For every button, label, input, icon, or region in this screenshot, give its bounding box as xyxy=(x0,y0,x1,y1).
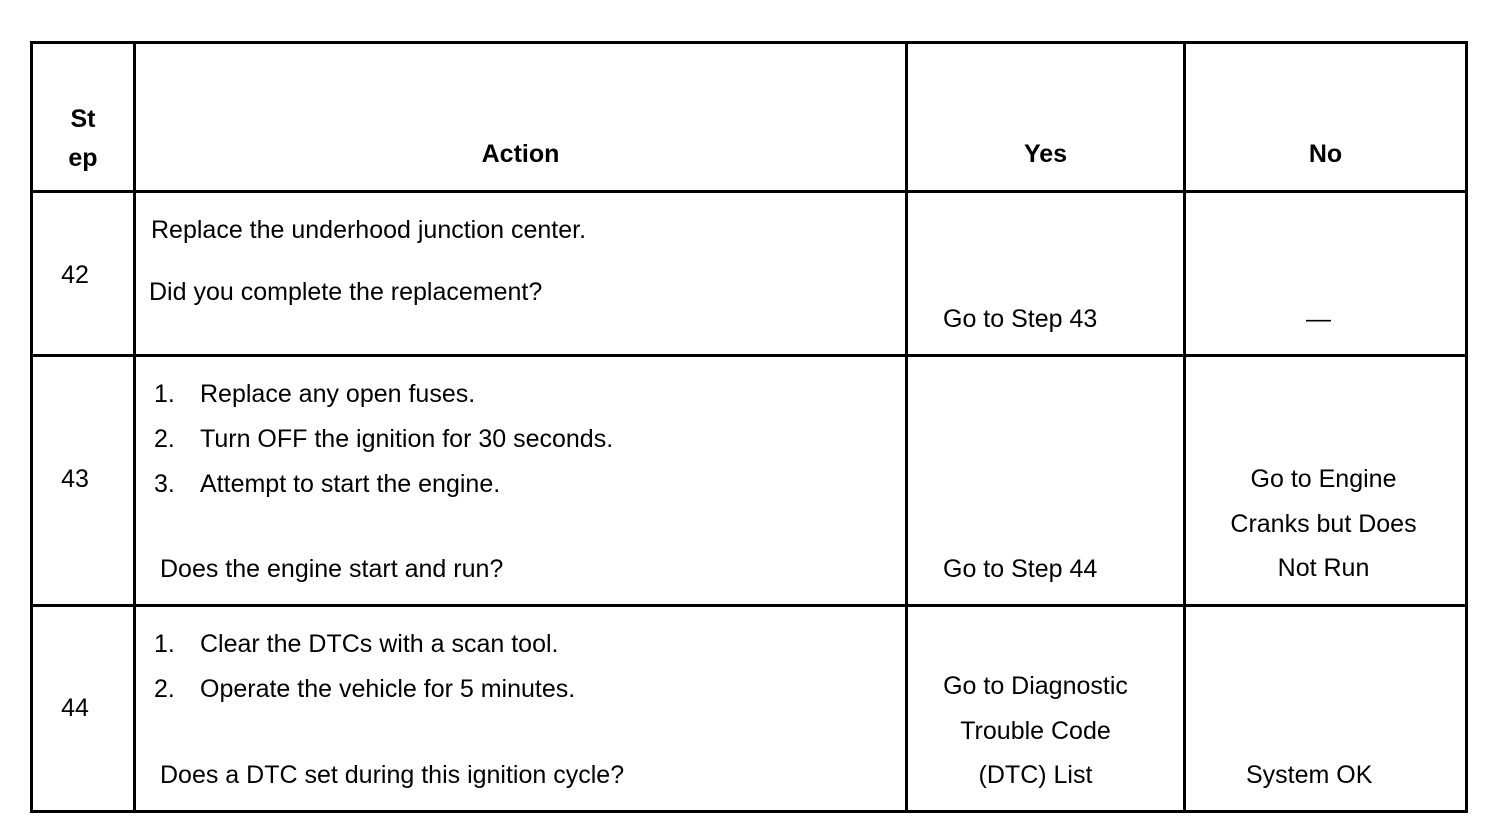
yes-text: Go to Step 43 xyxy=(943,305,1098,333)
list-item-text: Operate the vehicle for 5 minutes. xyxy=(200,675,576,703)
no-text-line: Not Run xyxy=(1277,554,1370,582)
no-cell xyxy=(1185,356,1467,606)
no-text-line: Go to Engine xyxy=(1250,465,1397,493)
yes-text: Go to Step 44 xyxy=(943,555,1098,583)
no-text: System OK xyxy=(1246,761,1373,789)
header-step-line1: St xyxy=(70,105,96,133)
no-text xyxy=(1186,457,1465,591)
list-item-number: 2. xyxy=(154,425,175,453)
yes-text xyxy=(908,664,1183,798)
step-number: 43 xyxy=(61,465,89,493)
header-yes-label: Yes xyxy=(1023,140,1068,168)
header-no-label: No xyxy=(1308,140,1343,168)
table-row xyxy=(32,356,1467,606)
yes-text-line: Trouble Code xyxy=(960,716,1111,745)
header-row xyxy=(32,43,1467,192)
yes-text-line: Go to Diagnostic xyxy=(943,672,1128,700)
action-cell xyxy=(135,356,907,606)
step-number: 42 xyxy=(61,261,89,289)
step-cell xyxy=(32,192,135,356)
header-no xyxy=(1185,43,1467,192)
table-row xyxy=(32,606,1467,812)
list-item-number: 1. xyxy=(154,380,175,408)
yes-cell xyxy=(907,606,1185,812)
header-action-label: Action xyxy=(481,140,560,168)
no-text: — xyxy=(1306,305,1331,333)
list-item-number: 2. xyxy=(154,675,175,703)
yes-cell xyxy=(907,356,1185,606)
header-yes xyxy=(907,43,1185,192)
action-question: Did you complete the replacement? xyxy=(149,278,543,306)
list-item-text: Replace any open fuses. xyxy=(200,380,476,408)
step-number: 44 xyxy=(61,694,89,722)
no-cell xyxy=(1185,192,1467,356)
header-step xyxy=(32,43,135,192)
step-cell xyxy=(32,356,135,606)
list-item-text: Attempt to start the engine. xyxy=(200,470,501,498)
diagnostic-table xyxy=(30,41,1468,813)
header-action xyxy=(135,43,907,192)
list-item-number: 1. xyxy=(154,630,175,658)
yes-cell xyxy=(907,192,1185,356)
yes-text-line: (DTC) List xyxy=(978,761,1093,789)
action-text: Replace the underhood junction center. xyxy=(151,216,587,244)
list-item-text: Clear the DTCs with a scan tool. xyxy=(200,630,559,658)
step-cell xyxy=(32,606,135,812)
header-step-label xyxy=(33,100,133,178)
no-cell xyxy=(1185,606,1467,812)
list-item-text: Turn OFF the ignition for 30 seconds. xyxy=(200,425,614,453)
table-row xyxy=(32,192,1467,356)
action-question: Does a DTC set during this ignition cycle? xyxy=(160,761,625,789)
no-text-line: Cranks but Does xyxy=(1230,509,1417,538)
header-step-line2: ep xyxy=(68,144,98,172)
list-item-number: 3. xyxy=(154,470,175,498)
action-cell xyxy=(135,606,907,812)
action-cell xyxy=(135,192,907,356)
action-question: Does the engine start and run? xyxy=(160,555,504,583)
